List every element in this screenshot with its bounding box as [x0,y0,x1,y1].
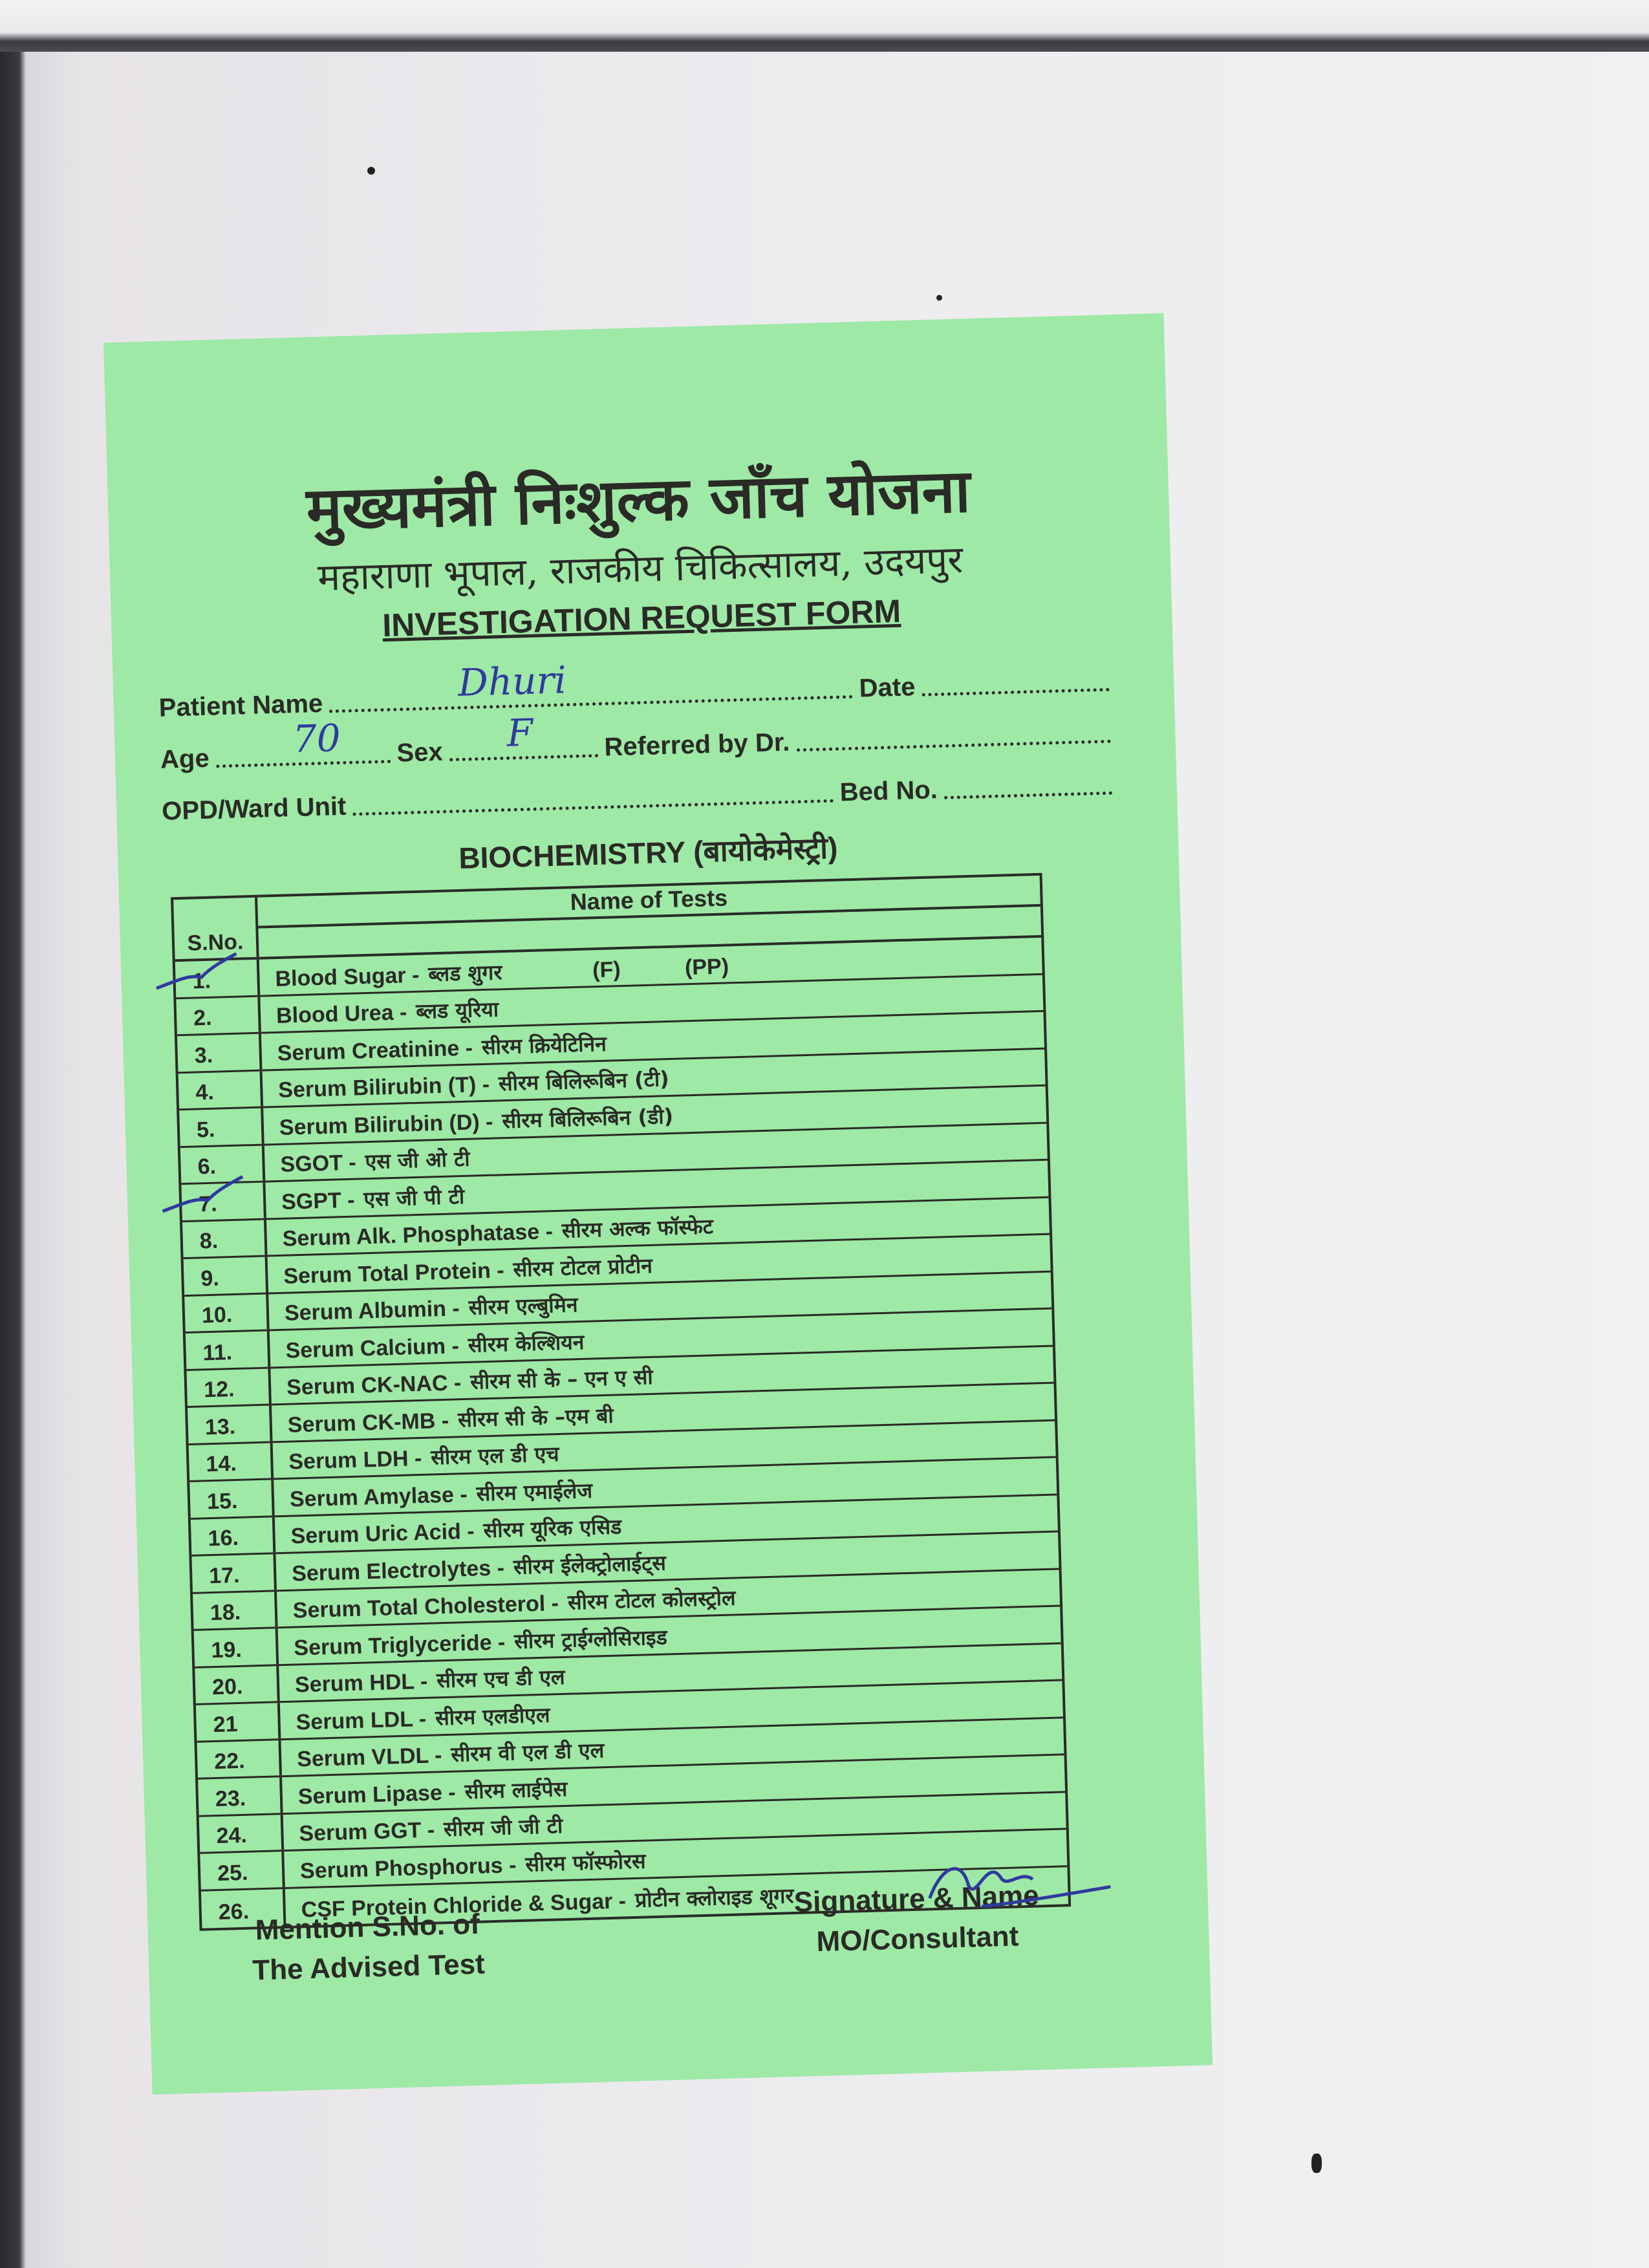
age-label: Age [160,744,210,774]
row-sno: 7. [181,1183,266,1220]
test-name-en: Serum Amylase - [289,1482,468,1512]
patient-name-label: Patient Name [158,689,323,722]
form-title: INVESTIGATION REQUEST FORM [382,592,901,644]
row-sno: 8. [182,1220,267,1257]
scanner-top-edge [0,0,1649,52]
test-name-header: Name of Tests [257,876,1040,929]
age-handwriting: 70 [292,716,341,762]
test-name-hi: सीरम जी जी टी [443,1813,563,1842]
row-sno: 15. [189,1480,274,1517]
row-sno: 11. [186,1331,270,1368]
signature-scribble [902,1841,1118,1931]
test-name-en: Blood Sugar - [275,962,420,991]
test-name-hi: सीरम एल्बुमिन [468,1292,578,1320]
row-sno: 1. [175,960,260,997]
row-sno: 2. [176,997,261,1034]
section-title: BIOCHEMISTRY (बायोकेमेस्ट्री) [458,830,839,875]
tests-table [171,873,1071,1931]
test-name-en: SGPT - [281,1187,356,1215]
test-name-hi: सीरम बिलिरूबिन (डी) [501,1103,674,1133]
test-name-en: Serum Total Cholesterol - [292,1591,559,1623]
test-name-en: Serum CK-NAC - [286,1370,462,1400]
bed-no-field[interactable] [944,785,1112,799]
row-sno: 9. [184,1257,268,1294]
row-sno: 16. [191,1517,275,1555]
hospital-name: महाराणा भूपाल, राजकीय चिकित्सालय, उदयपुर [317,537,964,599]
age-field[interactable] [216,716,391,768]
test-name-en: Serum Lipase - [297,1780,457,1809]
test-name-hi: सीरम एलडीएल [435,1702,551,1730]
bed-no-label: Bed No. [839,775,938,807]
signature-label: Signature & Name [793,1879,1040,1919]
test-name-hi: सीरम अल्क फॉस्फेट [561,1214,714,1243]
patient-name-field[interactable] [329,658,853,713]
row-sno: 4. [178,1071,263,1108]
referred-by-field[interactable] [796,733,1111,752]
test-name-en: Serum Phosphorus - [299,1852,517,1883]
check-mark-icon [149,947,241,1001]
test-name-en: Serum Uric Acid - [290,1518,475,1549]
row-sno: 25. [200,1852,285,1889]
test-name-hi: सीरम सी के – एन ए सी [469,1364,654,1394]
test-name-hi: सीरम सी के –एम बी [457,1403,614,1432]
date-label: Date [859,673,916,703]
dust-speck [1311,2154,1322,2173]
test-name-en: Serum GGT - [298,1817,435,1846]
referred-by-label: Referred by Dr. [603,728,790,762]
sex-handwriting: F [506,710,534,755]
sex-field[interactable] [449,710,598,761]
row-sno: 26. [201,1889,286,1928]
test-name-en: Serum LDH - [288,1445,422,1474]
row-sno: 19. [194,1628,279,1666]
investigation-form [103,313,1212,2095]
test-name-en: Serum Triglyceride - [293,1629,506,1661]
row-sno: 6. [180,1145,265,1183]
test-name-hi: एस जी पी टी [363,1183,465,1211]
test-name-hi: सीरम ट्राईग्लोसिराइड [513,1624,668,1654]
opd-ward-label: OPD/Ward Unit [161,792,347,826]
test-name-en: Serum Total Protein - [283,1257,505,1289]
row-sno: 24. [199,1815,284,1852]
dust-speck [367,167,375,175]
opd-ward-field[interactable] [352,793,834,816]
test-name-en: Serum LDL - [296,1706,427,1735]
date-field[interactable] [921,682,1109,697]
row-sno: 14. [189,1443,274,1480]
signature-block [793,1876,1040,1963]
row-sno: 3. [177,1034,262,1072]
test-name-hi: ब्लड शुगर [427,959,502,986]
test-name-hi: सीरम एच डी एल [436,1664,566,1693]
footer-note-line2: The Advised Test [252,1948,486,1987]
test-name-en: SGOT - [280,1150,357,1177]
row-sno: 5. [179,1108,264,1146]
test-name-en: Serum Calcium - [285,1333,460,1363]
test-name-hi: सीरम बिलिरूबिन (टी) [498,1066,670,1096]
sex-label: Sex [396,737,444,768]
test-name-en: Serum Albumin - [284,1296,460,1326]
test-name-hi: एस जी ओ टी [365,1146,471,1174]
test-name-en: Serum Electrolytes - [291,1555,505,1586]
test-name-hi: सीरम एल डी एच [430,1442,560,1470]
test-name-en: Serum Alk. Phosphatase - [282,1219,554,1251]
row-sno: 10. [184,1294,269,1332]
test-name-hi: सीरम केल्शियन [468,1329,585,1357]
test-name-en: Serum Bilirubin (T) - [277,1072,490,1103]
row-sno: 22. [197,1740,281,1778]
fasting-pp-options: (F) (PP) [592,953,729,982]
patient-name-handwriting: Dhuri [457,658,567,705]
table-body [175,938,1068,1928]
row-sno: 13. [188,1405,272,1443]
test-name-hi: सीरम लाईपेस [464,1776,568,1804]
test-name-hi: प्रोटीन क्लोराइड शूगर [634,1883,794,1912]
row-sno: 20. [195,1666,279,1703]
dust-speck [936,295,942,301]
test-name-en: Serum Creatinine - [277,1035,473,1066]
consultant-label: MO/Consultant [815,1920,1019,1958]
test-name-hi: सीरम एमाईलेज [476,1478,593,1506]
footer-note [251,1905,486,1991]
row-sno: 21 [196,1703,281,1740]
test-name-hi: सीरम ईलेक्ट्रोलाईट्स [513,1550,667,1579]
check-mark-icon [155,1170,247,1224]
test-name-hi: सीरम वी एल डी एल [450,1738,605,1767]
test-name-en: Serum HDL - [294,1669,428,1698]
test-name-hi: सीरम यूरिक एसिड [483,1514,622,1543]
test-name-hi: सीरम क्रियेटिनिन [481,1031,607,1059]
test-name-hi: सीरम टोटल प्रोटीन [513,1253,653,1282]
sno-header: S.No. [173,898,259,960]
row-sno: 23. [198,1777,283,1815]
test-name-en: CSF Protein Chloride & Sugar - [301,1888,627,1923]
test-name-hi: सीरम फॉस्फोरस [524,1848,647,1877]
test-name-en: Serum Bilirubin (D) - [279,1109,493,1140]
test-name-en: Blood Urea - [275,1000,407,1028]
test-name-en: Serum CK-MB - [287,1408,449,1438]
row-sno: 18. [193,1592,277,1629]
test-name-hi: सीरम टोटल कोलस्ट्रोल [567,1585,737,1615]
test-name-en: Serum VLDL - [296,1743,442,1772]
row-sno: 17. [191,1554,276,1592]
test-name-hi: ब्लड यूरिया [415,997,499,1024]
scheme-title: मुख्यमंत्री निःशुल्क जाँच योजना [305,455,971,545]
footer-note-line1: Mention S.No. of [255,1908,480,1947]
row-sno: 12. [186,1368,271,1406]
